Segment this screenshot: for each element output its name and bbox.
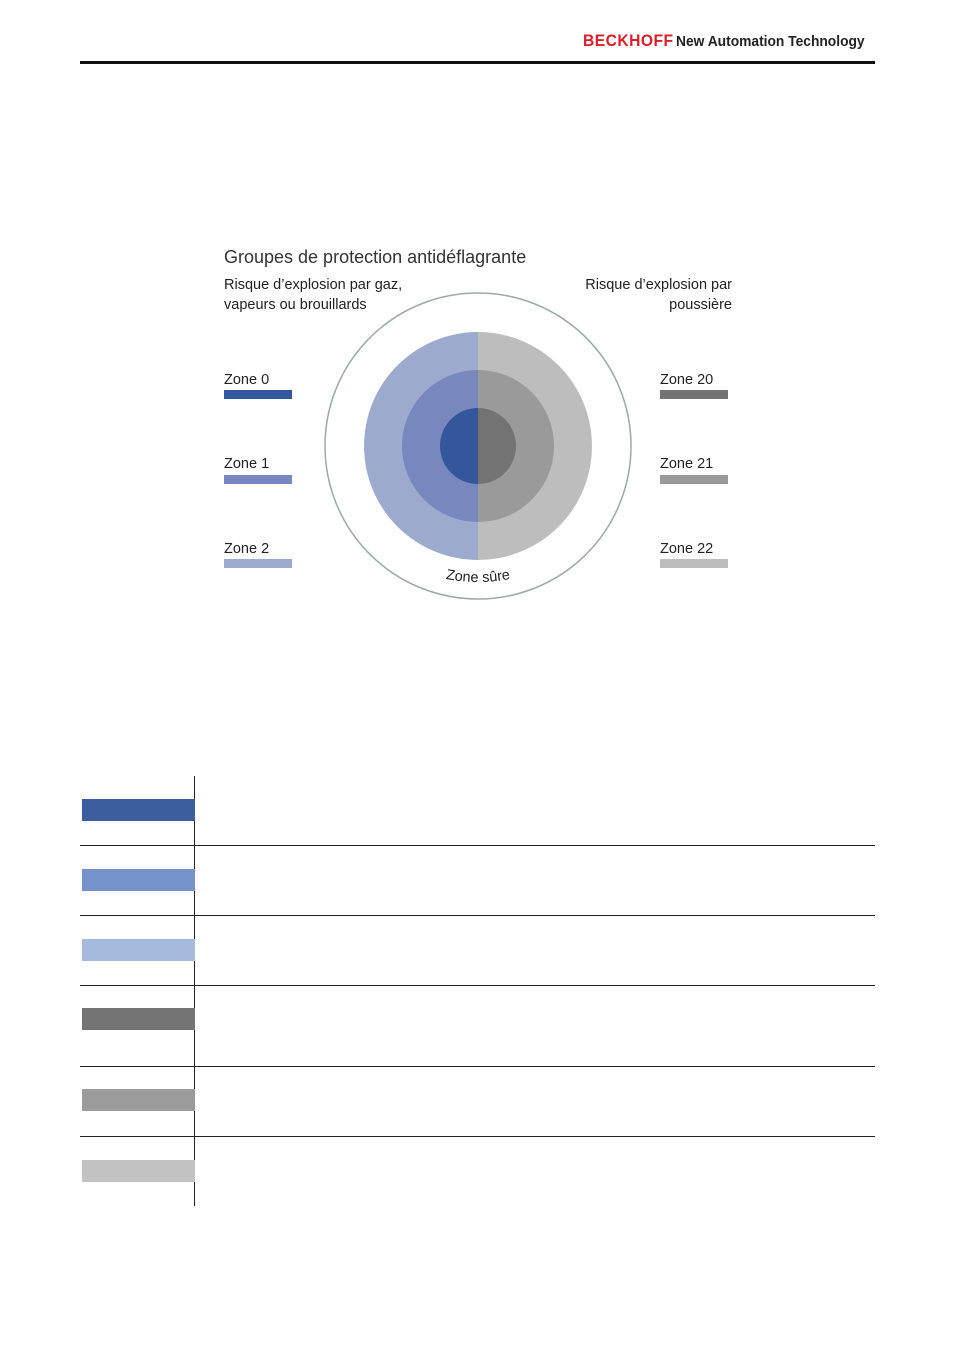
table-swatch-cell <box>80 776 195 845</box>
dust-risk-label: Risque d’explosion par poussière <box>585 277 732 313</box>
table-row <box>80 776 875 846</box>
brand-tagline: New Automation Technology <box>676 33 865 50</box>
legend-label-zone-1: Zone 1 <box>224 456 270 472</box>
table-swatch-cell <box>80 916 195 985</box>
table-row <box>80 986 875 1067</box>
figure-title: Groupes de protection antidéflagrante <box>224 247 527 267</box>
legend-label-zone-22: Zone 22 <box>660 541 714 557</box>
table-row <box>80 916 875 986</box>
table-swatch-cell <box>80 1067 195 1136</box>
zone-color-swatch <box>82 1160 195 1182</box>
zone-table <box>80 776 875 1206</box>
table-swatch-cell <box>80 1137 195 1206</box>
legend-label-zone-0: Zone 0 <box>224 372 270 388</box>
table-row <box>80 1137 875 1206</box>
table-swatch-cell <box>80 846 195 915</box>
zone-color-swatch <box>82 1008 195 1030</box>
zone-color-swatch <box>82 1089 195 1111</box>
legend-label-zone-21: Zone 21 <box>660 456 714 472</box>
table-row <box>80 1067 875 1137</box>
gas-risk-label: Risque d’explosion par gaz, vapeurs ou brouillards <box>224 277 403 313</box>
legend-label-zone-20: Zone 20 <box>660 372 714 388</box>
zone-color-swatch <box>82 799 195 821</box>
legend-label-zone-2: Zone 2 <box>224 541 270 557</box>
safe-zone-label: Zone sûre <box>444 567 512 587</box>
zone-color-swatch <box>82 939 195 961</box>
zone-color-swatch <box>82 869 195 891</box>
brand-logo: BECKHOFF <box>583 31 674 50</box>
table-swatch-cell <box>80 986 195 1066</box>
table-row <box>80 846 875 916</box>
